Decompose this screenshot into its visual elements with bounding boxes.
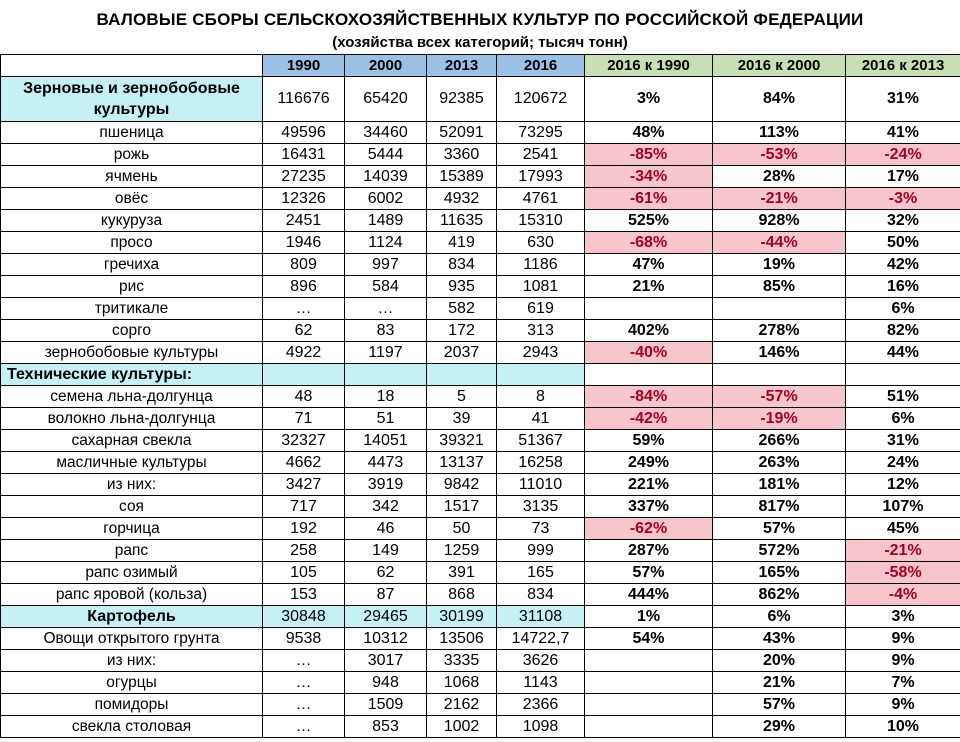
year-value-cell: 87 xyxy=(345,584,427,606)
year-value-cell: 16258 xyxy=(497,452,585,474)
change-percent-cell: 85% xyxy=(713,276,846,298)
change-percent-cell: 57% xyxy=(713,694,846,716)
table-row xyxy=(1,144,960,166)
year-value-cell: 12326 xyxy=(263,188,345,210)
year-value-cell: 999 xyxy=(497,540,585,562)
table-row xyxy=(1,540,960,562)
change-percent-cell: 41% xyxy=(846,122,960,144)
change-percent-cell: 862% xyxy=(713,584,846,606)
table-row xyxy=(1,342,960,364)
year-value-cell: 41 xyxy=(497,408,585,430)
year-value-cell: 1002 xyxy=(427,716,497,738)
change-percent-cell: 3% xyxy=(846,606,960,628)
year-value-cell: 1186 xyxy=(497,254,585,276)
change-percent-cell: 113% xyxy=(713,122,846,144)
table-row xyxy=(1,122,960,144)
change-percent-cell xyxy=(713,298,846,320)
change-percent-cell: -62% xyxy=(585,518,713,540)
crop-name: соя xyxy=(1,496,263,518)
year-value-cell: 49596 xyxy=(263,122,345,144)
change-percent-cell xyxy=(585,298,713,320)
header-2013: 2013 xyxy=(427,55,497,77)
year-value-cell: … xyxy=(263,694,345,716)
table-row xyxy=(1,254,960,276)
change-percent-cell: 9% xyxy=(846,694,960,716)
year-value-cell: 4662 xyxy=(263,452,345,474)
year-value-cell: 15389 xyxy=(427,166,497,188)
crop-name: рапс озимый xyxy=(1,562,263,584)
year-value-cell: 17993 xyxy=(497,166,585,188)
change-percent-cell: 57% xyxy=(713,518,846,540)
year-value-cell: 584 xyxy=(345,276,427,298)
change-percent-cell: 29% xyxy=(713,716,846,738)
year-value-cell: 2366 xyxy=(497,694,585,716)
change-percent-cell: 32% xyxy=(846,210,960,232)
year-value-cell: 1946 xyxy=(263,232,345,254)
change-percent-cell: 50% xyxy=(846,232,960,254)
year-value-cell: 51 xyxy=(345,408,427,430)
year-value-cell: 116676 xyxy=(263,77,345,122)
table-row xyxy=(1,210,960,232)
year-value-cell: 3626 xyxy=(497,650,585,672)
change-percent-cell: 59% xyxy=(585,430,713,452)
year-value-cell: 105 xyxy=(263,562,345,584)
change-percent-cell: -53% xyxy=(713,144,846,166)
table-row xyxy=(1,276,960,298)
header-2000: 2000 xyxy=(345,55,427,77)
year-value-cell: 13506 xyxy=(427,628,497,650)
change-percent-cell: 525% xyxy=(585,210,713,232)
crop-name: овёс xyxy=(1,188,263,210)
crop-name: Зерновые и зернобобовые культуры xyxy=(1,77,263,122)
year-value-cell: 73 xyxy=(497,518,585,540)
table-body xyxy=(1,77,960,738)
year-value-cell xyxy=(263,364,345,386)
year-value-cell: 39 xyxy=(427,408,497,430)
change-percent-cell: -84% xyxy=(585,386,713,408)
year-value-cell: 1517 xyxy=(427,496,497,518)
year-value-cell: 5 xyxy=(427,386,497,408)
year-value-cell: 11635 xyxy=(427,210,497,232)
change-percent-cell: 10% xyxy=(846,716,960,738)
crop-name: Овощи открытого грунта xyxy=(1,628,263,650)
year-value-cell: 630 xyxy=(497,232,585,254)
year-value-cell: 120672 xyxy=(497,77,585,122)
change-percent-cell: 444% xyxy=(585,584,713,606)
table-row xyxy=(1,628,960,650)
change-percent-cell xyxy=(585,650,713,672)
year-value-cell: 149 xyxy=(345,540,427,562)
change-percent-cell: 47% xyxy=(585,254,713,276)
table-row xyxy=(1,408,960,430)
crop-name: из них: xyxy=(1,474,263,496)
crop-name: свекла столовая xyxy=(1,716,263,738)
page-title: ВАЛОВЫЕ СБОРЫ СЕЛЬСКОХОЗЯЙСТВЕННЫХ КУЛЬТУР ПО РОССИЙСКОЙ ФЕДЕРАЦИИ xyxy=(96,10,864,29)
year-value-cell: 4922 xyxy=(263,342,345,364)
year-value-cell: 153 xyxy=(263,584,345,606)
year-value-cell: 717 xyxy=(263,496,345,518)
year-value-cell: … xyxy=(345,298,427,320)
year-value-cell: 31108 xyxy=(497,606,585,628)
change-percent-cell: 3% xyxy=(585,77,713,122)
change-percent-cell: 21% xyxy=(713,672,846,694)
year-value-cell: 14039 xyxy=(345,166,427,188)
year-value-cell: 46 xyxy=(345,518,427,540)
table-row xyxy=(1,672,960,694)
year-value-cell: 2943 xyxy=(497,342,585,364)
year-value-cell: 834 xyxy=(427,254,497,276)
year-value-cell: 2162 xyxy=(427,694,497,716)
change-percent-cell: 572% xyxy=(713,540,846,562)
change-percent-cell: 6% xyxy=(713,606,846,628)
crop-name: Технические культуры: xyxy=(1,364,263,386)
change-percent-cell: 337% xyxy=(585,496,713,518)
change-percent-cell: 9% xyxy=(846,650,960,672)
crop-name: огурцы xyxy=(1,672,263,694)
year-value-cell: 258 xyxy=(263,540,345,562)
change-percent-cell: 31% xyxy=(846,430,960,452)
change-percent-cell xyxy=(585,364,713,386)
year-value-cell: 30199 xyxy=(427,606,497,628)
table-row xyxy=(1,320,960,342)
table-row xyxy=(1,430,960,452)
change-percent-cell xyxy=(846,364,960,386)
year-value-cell: 4761 xyxy=(497,188,585,210)
change-percent-cell: 31% xyxy=(846,77,960,122)
year-value-cell: 1509 xyxy=(345,694,427,716)
table-row xyxy=(1,562,960,584)
crop-name: рис xyxy=(1,276,263,298)
change-percent-cell: -21% xyxy=(713,188,846,210)
year-value-cell: 2451 xyxy=(263,210,345,232)
change-percent-cell: 146% xyxy=(713,342,846,364)
table-row xyxy=(1,496,960,518)
change-percent-cell xyxy=(585,716,713,738)
year-value-cell xyxy=(345,364,427,386)
change-percent-cell: -57% xyxy=(713,386,846,408)
header-row xyxy=(1,55,960,77)
year-value-cell: 342 xyxy=(345,496,427,518)
change-percent-cell: -19% xyxy=(713,408,846,430)
year-value-cell: 3919 xyxy=(345,474,427,496)
change-percent-cell: 12% xyxy=(846,474,960,496)
harvest-table xyxy=(0,54,960,738)
year-value-cell: 3427 xyxy=(263,474,345,496)
year-value-cell: 51367 xyxy=(497,430,585,452)
crop-name: семена льна-долгунца xyxy=(1,386,263,408)
table-row xyxy=(1,606,960,628)
change-percent-cell xyxy=(585,672,713,694)
table-row xyxy=(1,188,960,210)
year-value-cell: 997 xyxy=(345,254,427,276)
year-value-cell: 809 xyxy=(263,254,345,276)
year-value-cell: 619 xyxy=(497,298,585,320)
year-value-cell: 27235 xyxy=(263,166,345,188)
change-percent-cell: 263% xyxy=(713,452,846,474)
year-value-cell: 313 xyxy=(497,320,585,342)
crop-name: гречиха xyxy=(1,254,263,276)
year-value-cell: 4473 xyxy=(345,452,427,474)
table-row xyxy=(1,474,960,496)
crop-name: сорго xyxy=(1,320,263,342)
change-percent-cell: 7% xyxy=(846,672,960,694)
year-value-cell: 9842 xyxy=(427,474,497,496)
change-percent-cell xyxy=(585,694,713,716)
change-percent-cell: 57% xyxy=(585,562,713,584)
year-value-cell: 65420 xyxy=(345,77,427,122)
change-percent-cell: 278% xyxy=(713,320,846,342)
year-value-cell: … xyxy=(263,716,345,738)
year-value-cell: 71 xyxy=(263,408,345,430)
crop-name: пшеница xyxy=(1,122,263,144)
year-value-cell: 419 xyxy=(427,232,497,254)
year-value-cell: 2541 xyxy=(497,144,585,166)
change-percent-cell: 21% xyxy=(585,276,713,298)
year-value-cell: 1081 xyxy=(497,276,585,298)
change-percent-cell: 45% xyxy=(846,518,960,540)
table-row xyxy=(1,584,960,606)
change-percent-cell: 6% xyxy=(846,298,960,320)
year-value-cell: 3360 xyxy=(427,144,497,166)
year-value-cell: 48 xyxy=(263,386,345,408)
year-value-cell: 1489 xyxy=(345,210,427,232)
year-value-cell: … xyxy=(263,672,345,694)
crop-name: волокно льна-долгунца xyxy=(1,408,263,430)
crop-name: Картофель xyxy=(1,606,263,628)
change-percent-cell: 28% xyxy=(713,166,846,188)
header-2016-vs-2000: 2016 к 2000 xyxy=(713,55,846,77)
change-percent-cell: -58% xyxy=(846,562,960,584)
crop-name: помидоры xyxy=(1,694,263,716)
change-percent-cell: 928% xyxy=(713,210,846,232)
year-value-cell: 9538 xyxy=(263,628,345,650)
year-value-cell: 73295 xyxy=(497,122,585,144)
change-percent-cell: 44% xyxy=(846,342,960,364)
change-percent-cell: -61% xyxy=(585,188,713,210)
year-value-cell: 192 xyxy=(263,518,345,540)
change-percent-cell: 221% xyxy=(585,474,713,496)
change-percent-cell: 249% xyxy=(585,452,713,474)
header-2016: 2016 xyxy=(497,55,585,77)
year-value-cell: 10312 xyxy=(345,628,427,650)
change-percent-cell: 54% xyxy=(585,628,713,650)
year-value-cell: 11010 xyxy=(497,474,585,496)
header-2016-vs-1990: 2016 к 1990 xyxy=(585,55,713,77)
year-value-cell: 3335 xyxy=(427,650,497,672)
year-value-cell: 92385 xyxy=(427,77,497,122)
change-percent-cell: -68% xyxy=(585,232,713,254)
change-percent-cell: 181% xyxy=(713,474,846,496)
change-percent-cell: 107% xyxy=(846,496,960,518)
table-row xyxy=(1,298,960,320)
year-value-cell: 8 xyxy=(497,386,585,408)
year-value-cell: … xyxy=(263,298,345,320)
change-percent-cell: 20% xyxy=(713,650,846,672)
crop-name: ячмень xyxy=(1,166,263,188)
change-percent-cell: -85% xyxy=(585,144,713,166)
year-value-cell: 853 xyxy=(345,716,427,738)
crop-name: тритикале xyxy=(1,298,263,320)
crop-name: просо xyxy=(1,232,263,254)
year-value-cell: 582 xyxy=(427,298,497,320)
crop-name: кукуруза xyxy=(1,210,263,232)
change-percent-cell: -40% xyxy=(585,342,713,364)
year-value-cell: 3017 xyxy=(345,650,427,672)
year-value-cell: 14722,7 xyxy=(497,628,585,650)
table-row xyxy=(1,386,960,408)
change-percent-cell: 84% xyxy=(713,77,846,122)
year-value-cell: 62 xyxy=(345,562,427,584)
crop-name: рожь xyxy=(1,144,263,166)
change-percent-cell: -3% xyxy=(846,188,960,210)
header-blank xyxy=(1,55,263,77)
year-value-cell: 34460 xyxy=(345,122,427,144)
year-value-cell: 16431 xyxy=(263,144,345,166)
year-value-cell: 29465 xyxy=(345,606,427,628)
change-percent-cell: 48% xyxy=(585,122,713,144)
crop-name: рапс xyxy=(1,540,263,562)
table-row xyxy=(1,364,960,386)
year-value-cell: 39321 xyxy=(427,430,497,452)
change-percent-cell: 16% xyxy=(846,276,960,298)
table-row xyxy=(1,716,960,738)
year-value-cell: 18 xyxy=(345,386,427,408)
change-percent-cell: 43% xyxy=(713,628,846,650)
crop-name: горчица xyxy=(1,518,263,540)
year-value-cell: 32327 xyxy=(263,430,345,452)
year-value-cell: 83 xyxy=(345,320,427,342)
year-value-cell: … xyxy=(263,650,345,672)
change-percent-cell: -34% xyxy=(585,166,713,188)
year-value-cell: 5444 xyxy=(345,144,427,166)
year-value-cell: 1259 xyxy=(427,540,497,562)
year-value-cell: 834 xyxy=(497,584,585,606)
year-value-cell: 1197 xyxy=(345,342,427,364)
table-row xyxy=(1,694,960,716)
crop-name: из них: xyxy=(1,650,263,672)
table-row xyxy=(1,77,960,122)
year-value-cell: 30848 xyxy=(263,606,345,628)
crop-name: масличные культуры xyxy=(1,452,263,474)
year-value-cell: 52091 xyxy=(427,122,497,144)
year-value-cell: 868 xyxy=(427,584,497,606)
year-value-cell: 3135 xyxy=(497,496,585,518)
table-row xyxy=(1,232,960,254)
year-value-cell: 4932 xyxy=(427,188,497,210)
change-percent-cell: -24% xyxy=(846,144,960,166)
year-value-cell: 13137 xyxy=(427,452,497,474)
year-value-cell: 896 xyxy=(263,276,345,298)
change-percent-cell: 9% xyxy=(846,628,960,650)
year-value-cell xyxy=(497,364,585,386)
change-percent-cell: 19% xyxy=(713,254,846,276)
year-value-cell: 50 xyxy=(427,518,497,540)
change-percent-cell: 287% xyxy=(585,540,713,562)
change-percent-cell: 51% xyxy=(846,386,960,408)
year-value-cell: 1124 xyxy=(345,232,427,254)
year-value-cell: 15310 xyxy=(497,210,585,232)
change-percent-cell: -21% xyxy=(846,540,960,562)
crop-name: зернобобовые культуры xyxy=(1,342,263,364)
year-value-cell xyxy=(427,364,497,386)
change-percent-cell: 817% xyxy=(713,496,846,518)
year-value-cell: 1143 xyxy=(497,672,585,694)
change-percent-cell: -4% xyxy=(846,584,960,606)
year-value-cell: 6002 xyxy=(345,188,427,210)
year-value-cell: 391 xyxy=(427,562,497,584)
change-percent-cell: -42% xyxy=(585,408,713,430)
change-percent-cell xyxy=(713,364,846,386)
change-percent-cell: 17% xyxy=(846,166,960,188)
year-value-cell: 14051 xyxy=(345,430,427,452)
table-row xyxy=(1,650,960,672)
change-percent-cell: 1% xyxy=(585,606,713,628)
change-percent-cell: 42% xyxy=(846,254,960,276)
year-value-cell: 948 xyxy=(345,672,427,694)
page-subtitle: (хозяйства всех категорий; тысяч тонн) xyxy=(332,34,628,51)
change-percent-cell: 165% xyxy=(713,562,846,584)
year-value-cell: 165 xyxy=(497,562,585,584)
change-percent-cell: 402% xyxy=(585,320,713,342)
header-2016-vs-2013: 2016 к 2013 xyxy=(846,55,960,77)
year-value-cell: 2037 xyxy=(427,342,497,364)
header-1990: 1990 xyxy=(263,55,345,77)
change-percent-cell: 24% xyxy=(846,452,960,474)
crop-name: рапс яровой (кольза) xyxy=(1,584,263,606)
year-value-cell: 172 xyxy=(427,320,497,342)
year-value-cell: 62 xyxy=(263,320,345,342)
change-percent-cell: -44% xyxy=(713,232,846,254)
change-percent-cell: 266% xyxy=(713,430,846,452)
crop-name: сахарная свекла xyxy=(1,430,263,452)
year-value-cell: 1068 xyxy=(427,672,497,694)
change-percent-cell: 82% xyxy=(846,320,960,342)
year-value-cell: 1098 xyxy=(497,716,585,738)
year-value-cell: 935 xyxy=(427,276,497,298)
table-row xyxy=(1,518,960,540)
change-percent-cell: 6% xyxy=(846,408,960,430)
table-row xyxy=(1,166,960,188)
table-row xyxy=(1,452,960,474)
